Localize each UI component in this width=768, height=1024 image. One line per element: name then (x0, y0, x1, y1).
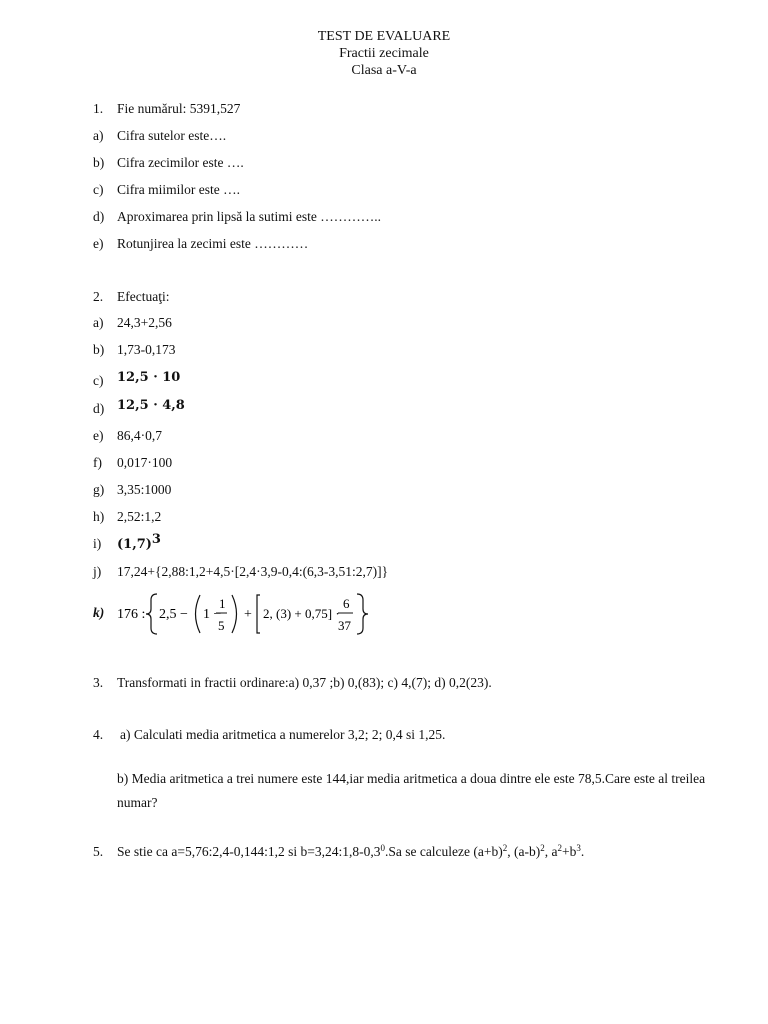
formula-k (117, 592, 377, 636)
question-4 (93, 727, 445, 743)
exponent: 3 (576, 843, 581, 853)
question-text: .Sa se calculeze (a+b) (384, 844, 503, 859)
item-text: 2,52:1,2 (117, 509, 162, 524)
list-item (93, 428, 162, 444)
left-brace-icon (146, 594, 157, 634)
question-text: Fie numărul: 5391,527 (117, 101, 241, 116)
item-text: 12,5 · 4,8 (117, 398, 185, 413)
list-item (93, 342, 176, 358)
question-3 (93, 675, 492, 691)
item-label: a) (93, 315, 104, 330)
item-label: e) (93, 428, 104, 443)
item-text: Rotunjirea la zecimi este ………… (117, 236, 309, 251)
list-item (93, 397, 185, 416)
question-text: a) Calculati media aritmetica a numerelor 3,2; 2; 0,4 si 1,25. (120, 727, 446, 742)
document-header (0, 28, 768, 79)
item-label: c) (93, 182, 104, 197)
exponent: 2 (502, 843, 508, 853)
list-item (93, 369, 181, 388)
formula-lead: 176 : (117, 607, 146, 622)
question-number: 2. (93, 289, 104, 304)
exponent: 2 (557, 843, 562, 853)
question-text: , a (544, 844, 558, 859)
exponent: 3 (151, 532, 161, 547)
question-text: Transformati in fractii ordinare:a) 0,37 ;b) 0,(83); c) 4,(7); d) 0,2(23). (117, 675, 492, 690)
item-label: d) (93, 401, 105, 416)
item-text: (1,7) (117, 537, 152, 552)
question-number: 3. (93, 675, 104, 690)
item-text: 24,3+2,56 (117, 315, 172, 330)
list-item (93, 182, 240, 198)
item-text: 1,73-0,173 (117, 342, 176, 357)
list-item (93, 532, 161, 552)
item-text: 86,4·0,7 (117, 428, 162, 443)
fraction-numerator: 1 (219, 596, 226, 611)
document-subtitle: Fractii zecimale (339, 46, 429, 61)
item-label: d) (93, 209, 105, 224)
item-text: Cifra zecimilor este …. (117, 155, 244, 170)
item-label: b) (93, 155, 105, 170)
question-text: Se stie ca a=5,76:2,4-0,144:1,2 si b=3,24:1,8-0,3 (117, 844, 381, 859)
item-label: j) (93, 564, 102, 579)
item-label: a) (93, 128, 104, 143)
item-label: e) (93, 236, 104, 251)
list-item (93, 315, 172, 331)
item-text: 12,5 · 10 (117, 370, 181, 385)
document-title: TEST DE EVALUARE (317, 29, 451, 44)
list-item (93, 482, 171, 498)
question-1 (93, 101, 240, 117)
left-bracket-icon (257, 595, 260, 633)
formula-part-a: 2,5 − (159, 607, 188, 622)
formula-one: 1 − (203, 607, 222, 622)
formula-part-b: 2, (3) + 0,75] · (263, 606, 340, 621)
question-number: 5. (93, 844, 104, 859)
item-label: h) (93, 509, 105, 524)
question-number: 4. (93, 727, 104, 742)
item-text: 0,017·100 (117, 455, 173, 470)
list-item (93, 509, 161, 525)
question-2 (93, 289, 169, 305)
question-4-b: b) Media aritmetica a trei numere este 144,iar media aritmetica a doua dintre ele este 78,5.Care este al treilea numar? (117, 771, 706, 810)
exponent: 2 (540, 843, 545, 853)
formula-plus: + (244, 607, 252, 622)
item-text: Cifra miimilor este …. (117, 182, 240, 197)
fraction-denominator: 5 (218, 618, 225, 633)
fraction-numerator: 6 (343, 596, 350, 611)
list-item (93, 236, 308, 252)
item-text: 17,24+{2,88:1,2+4,5·[2,4·3,9-0,4:(6,3-3,51:2,7)]} (117, 564, 389, 579)
list-item (93, 128, 226, 144)
class-label: Clasa a-V-a (351, 63, 417, 78)
list-item (93, 605, 117, 621)
list-item (93, 155, 244, 171)
left-paren-icon (196, 595, 201, 633)
fraction-denominator: 37 (338, 618, 351, 633)
question-text: , (a-b) (507, 844, 541, 859)
exponent: 0 (380, 843, 385, 853)
item-label: f) (93, 455, 102, 470)
question-text: . (580, 844, 585, 859)
item-label: c) (93, 373, 104, 388)
question-number: 1. (93, 101, 104, 116)
list-item (93, 455, 172, 471)
item-text: Aproximarea prin lipsă la sutimi este ………….. (117, 209, 381, 224)
item-text: Cifra sutelor este…. (117, 128, 227, 143)
list-item (93, 209, 381, 225)
item-label: k) (93, 605, 105, 620)
question-5 (93, 844, 584, 860)
question-text: Efectuaţi: (117, 289, 170, 304)
right-paren-icon (232, 595, 237, 633)
item-label: i) (93, 536, 102, 551)
item-label: b) (93, 342, 105, 357)
item-label: g) (93, 482, 105, 497)
question-text: +b (561, 844, 577, 859)
list-item (93, 564, 388, 580)
item-text: 3,35:1000 (117, 482, 172, 497)
right-brace-icon (357, 594, 368, 634)
